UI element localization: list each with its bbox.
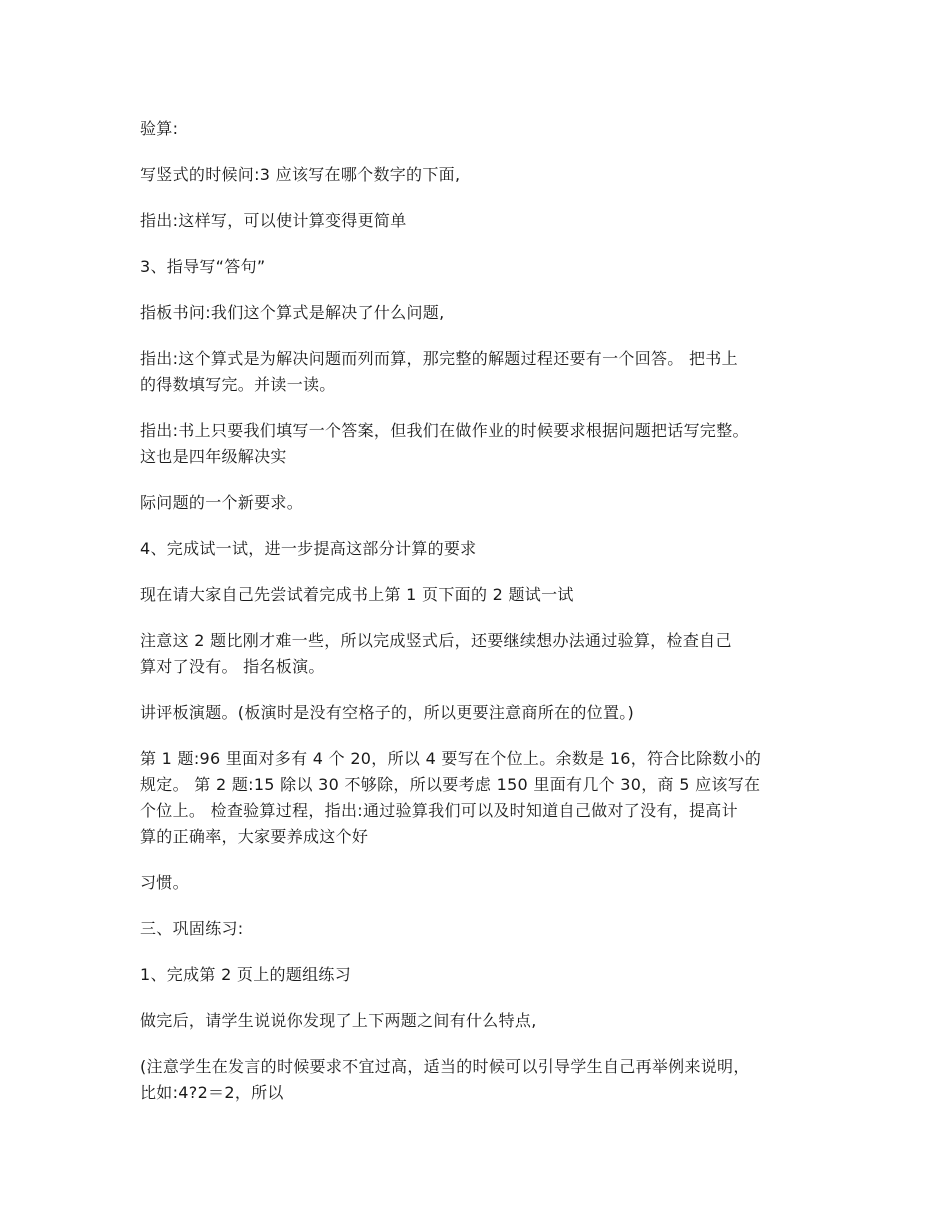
section-heading — [140, 962, 820, 988]
paragraph — [140, 582, 820, 608]
text-line: 写竖式的时候问:3 应该写在哪个数字的下面, — [140, 165, 461, 184]
text-line: 个位上。 检查验算过程，指出:通过验算我们可以及时知道自己做对了没有，提高计 — [140, 801, 738, 820]
text-line: 4、完成试一试，进一步提高这部分计算的要求 — [140, 539, 477, 558]
text-line: 3、指导写“答句” — [140, 257, 266, 276]
text-line: 第 1 题:96 里面对多有 4 个 20，所以 4 要写在个位上。余数是 16，符合比除数小的 — [140, 749, 762, 768]
paragraph — [140, 490, 820, 516]
paragraph — [140, 300, 820, 326]
text-line: 现在请大家自己先尝试着完成书上第 1 页下面的 2 题试一试 — [140, 585, 574, 604]
section-heading — [140, 254, 820, 280]
paragraph — [140, 1054, 820, 1106]
text-line: 的得数填写完。并读一读。 — [140, 375, 336, 394]
text-line: 指出:书上只要我们填写一个答案，但我们在做作业的时候要求根据问题把话写完整。 — [140, 421, 749, 440]
text-line: 际问题的一个新要求。 — [140, 493, 304, 512]
text-line: (注意学生在发言的时候要求不宜过高，适当的时候可以引导学生自己再举例来说明， — [140, 1057, 750, 1076]
paragraph — [140, 208, 820, 234]
paragraph — [140, 746, 820, 850]
text-line: 指出:这样写，可以使计算变得更简单 — [140, 211, 407, 230]
paragraph — [140, 1008, 820, 1034]
text-line: 做完后，请学生说说你发现了上下两题之间有什么特点, — [140, 1011, 537, 1030]
document-body — [140, 116, 820, 1126]
text-line: 算的正确率，大家要养成这个好 — [140, 827, 369, 846]
text-line: 指出:这个算式是为解决问题而列而算，那完整的解题过程还要有一个回答。 把书上 — [140, 349, 738, 368]
section-heading — [140, 916, 820, 942]
paragraph — [140, 116, 820, 142]
text-line: 这也是四年级解决实 — [140, 447, 287, 466]
text-line: 习惯。 — [140, 873, 189, 892]
paragraph — [140, 162, 820, 188]
paragraph — [140, 870, 820, 896]
section-heading — [140, 536, 820, 562]
paragraph — [140, 418, 820, 470]
paragraph — [140, 700, 820, 726]
text-line: 算对了没有。 指名板演。 — [140, 657, 325, 676]
text-line: 规定。 第 2 题:15 除以 30 不够除，所以要考虑 150 里面有几个 30，商 5 应该写在 — [140, 775, 761, 794]
paragraph — [140, 628, 820, 680]
text-line: 验算: — [140, 119, 179, 138]
text-line: 比如:4?2＝2，所以 — [140, 1083, 284, 1102]
text-line: 讲评板演题。(板演时是没有空格子的，所以更要注意商所在的位置。) — [140, 703, 635, 722]
text-line: 注意这 2 题比刚才难一些，所以完成竖式后，还要继续想办法通过验算，检查自己 — [140, 631, 732, 650]
text-line: 三、巩固练习: — [140, 919, 244, 938]
paragraph — [140, 346, 820, 398]
text-line: 1、完成第 2 页上的题组练习 — [140, 965, 352, 984]
text-line: 指板书问:我们这个算式是解决了什么问题, — [140, 303, 445, 322]
